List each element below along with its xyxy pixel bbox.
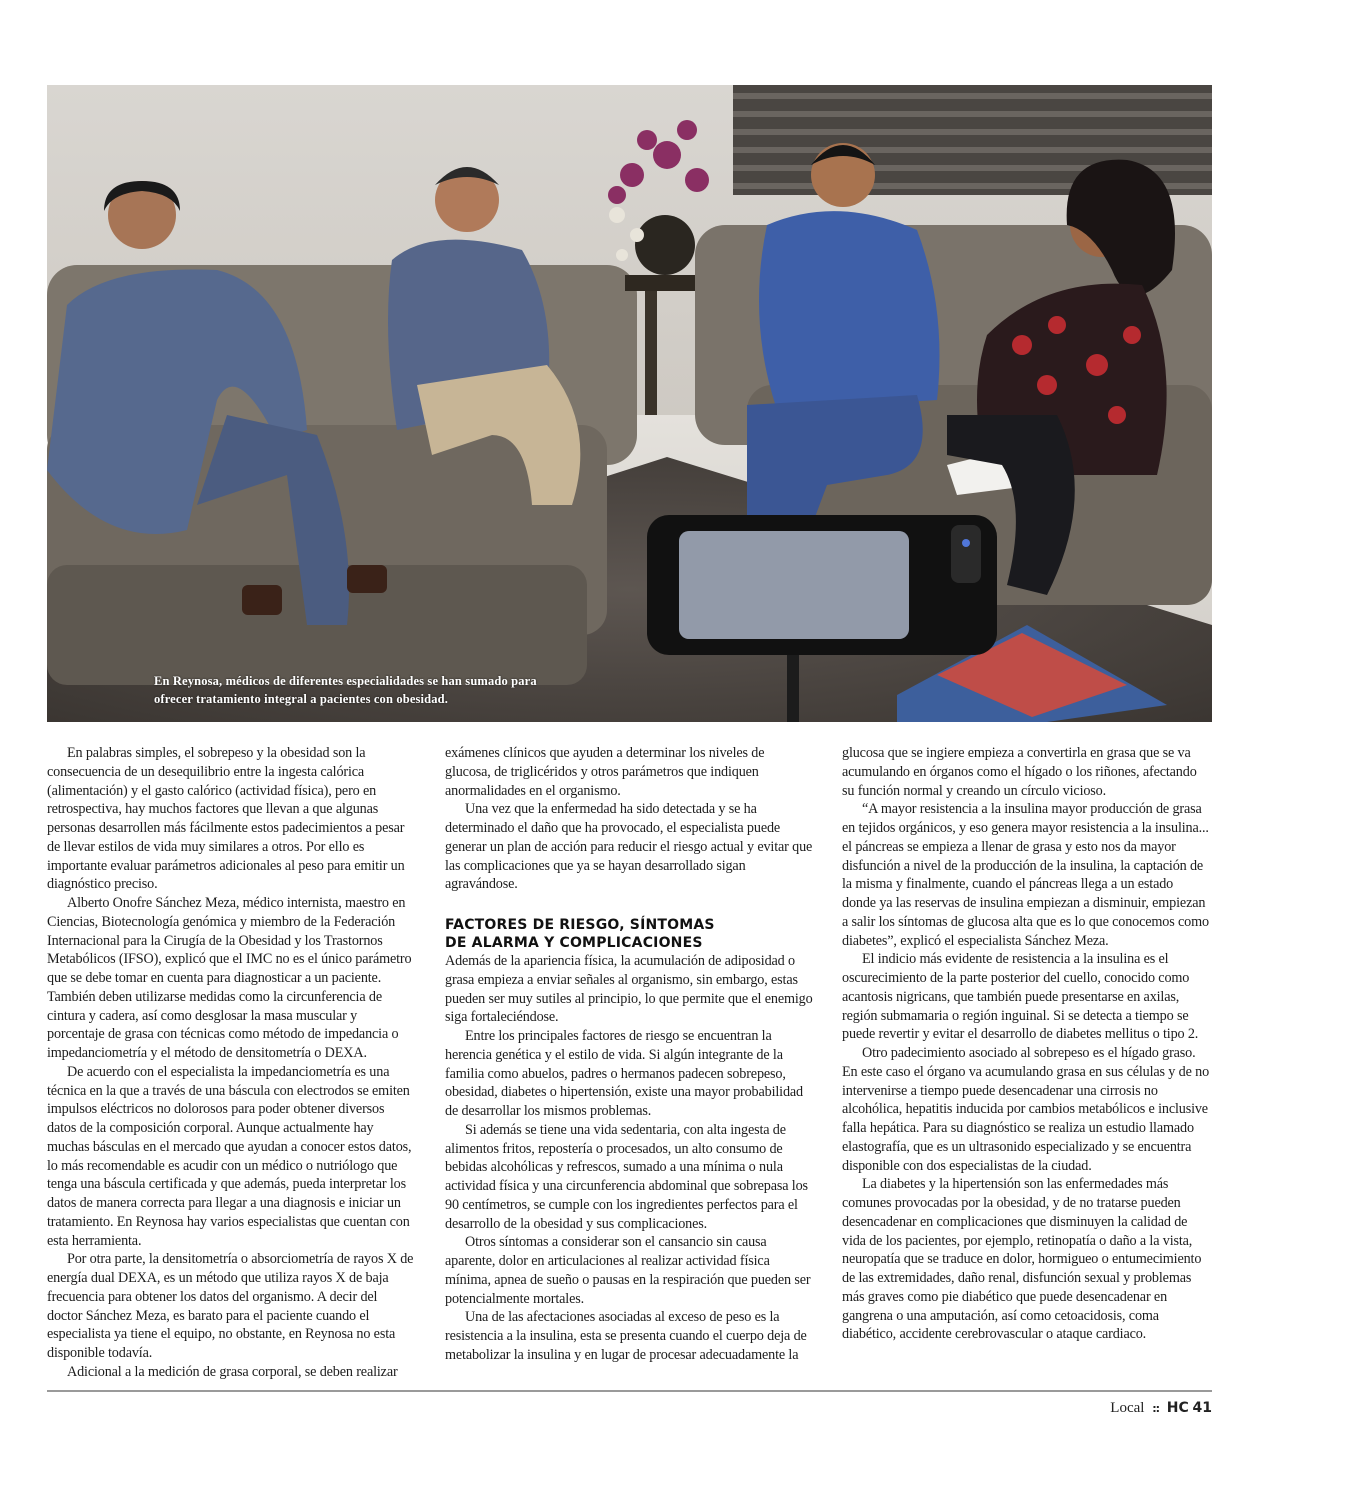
paragraph: El indicio más evidente de resistencia a la insulina es el oscurecimiento de la parte posterior del cuello, conocido como acantosis nigricans, que también puede presentarse en axilas, región submamaria o región inguinal. Si se detecta a tiempo se puede revertir y evitar el desarrollo de diabetes mellitus o tipo 2. — [842, 951, 1199, 1043]
publication-brand: HC — [1166, 1400, 1189, 1416]
paragraph: Una de las afectaciones asociadas al exceso de peso es la resistencia a la insulina, esta se presenta cuando el cuerpo deja de metabolizar la insulina y en lugar de procesar adecuadamente la — [445, 1309, 807, 1363]
paragraph: Alberto Onofre Sánchez Meza, médico internista, maestro en Ciencias, Biotecnología genómica y miembro de la Federación Internacional para la Cirugía de la Obesidad y los Trastornos Metabólicos (IFSO), explicó que el IMC no es el único parámetro que se debe tomar en cuenta para diagnosticar a un paciente. También deben utilizarse medidas como la circunferencia de cintura y cadera, así como desglosar la masa muscular y porcentaje de grasa con técnicas como método de impedancia o impedanciometría y el método de densitometría o DEXA. — [47, 895, 412, 1061]
section-subheading — [445, 916, 813, 952]
photo-caption: En Reynosa, médicos de diferentes especialidades se han sumado para ofrecer tratamiento integral a pacientes con obesidad. — [154, 674, 537, 706]
paragraph: Entre los principales factores de riesgo se encuentran la herencia genética y el estilo de vida. Si algún integrante de la familia como abuelos, padres o hermanos padecen sobrepeso, obesidad, diabetes o hipertensión, existe una mayor probabilidad de desarrollar los mismos problemas. — [445, 1028, 803, 1119]
article-photo — [47, 85, 1212, 722]
article-column-3 — [842, 744, 1210, 1344]
paragraph: exámenes clínicos que ayuden a determinar los niveles de glucosa, de triglicéridos y otros parámetros que indiquen anormalidades en el organismo. — [445, 745, 765, 799]
paragraph: Otro padecimiento asociado al sobrepeso es el hígado graso. En este caso el órgano va acumulando grasa en sus células y de no intervenirse a tiempo puede desencadenar una cirrosis no alcohólica, hepatitis inducida por cambios metabólicos e inclusive falla hepática. Para su diagnóstico se realiza un estudio llamado elastografía, que es un ultrasonido especializado y se encuentra disponible con dos especialistas de la ciudad. — [842, 1045, 1210, 1174]
subheading-line-2: DE ALARMA Y COMPLICACIONES — [445, 935, 703, 951]
paragraph: En palabras simples, el sobrepeso y la obesidad son la consecuencia de un desequilibrio entre la ingesta calórica (alimentación) y el gasto calórico (actividad física), pero en retrospectiva, hay muchos factores que llevan a que algunas personas desarrollen más fácilmente estos padecimientos a pesar de llevar estilos de vida muy similares a otros. Por ello es importante evaluar parámetros adicionales al peso para emitir un diagnóstico preciso. — [47, 745, 405, 893]
article-column-1 — [47, 744, 415, 1382]
paragraph: Además de la apariencia física, la acumulación de adiposidad o grasa empieza a enviar señales al organismo, sin embargo, estas pueden ser muy sutiles al principio, lo que permite que el enemigo siga fortaleciéndose. — [445, 953, 813, 1026]
article-column-2 — [445, 744, 813, 1365]
subheading-line-1: FACTORES DE RIESGO, SÍNTOMAS — [445, 917, 715, 933]
footer-separator: :: — [1152, 1402, 1160, 1415]
page-footer — [1110, 1400, 1212, 1417]
paragraph: De acuerdo con el especialista la impedanciometría es una técnica en la que a través de una báscula con electrodos se emiten impulsos eléctricos no dolorosos para poder obtener diversos datos de la composición corporal. Aunque actualmente hay muchas básculas en el mercado que ayudan a conocer estos datos, lo más recomendable es acudir con un médico o nutriólogo que tenga una báscula certificada y que además, pueda interpretar los datos de manera correcta para llegar a una diagnosis e iniciar un tratamiento. En Reynosa hay varios especialistas que cuentan con esta herramienta. — [47, 1063, 412, 1249]
page-number: 41 — [1192, 1400, 1212, 1416]
paragraph: glucosa que se ingiere empieza a convertirla en grasa que se va acumulando en órganos como el hígado o los riñones, afectando su función normal y creando un círculo vicioso. — [842, 745, 1197, 799]
paragraph: Adicional a la medición de grasa corporal, se deben realizar — [67, 1363, 398, 1380]
section-name: Local — [1110, 1400, 1145, 1416]
paragraph: Una vez que la enfermedad ha sido detectada y se ha determinado el daño que ha provocado, el especialista puede generar un plan de acción para reducir el riesgo actual y evitar que las complicaciones que ya se hayan desarrollado sigan agravándose. — [445, 801, 813, 893]
paragraph: La diabetes y la hipertensión son las enfermedades más comunes provocadas por la obesidad, y de no tratarse pueden desencadenar en complicaciones que disminuyen la calidad de vida de los pacientes, por ejemplo, retinopatía o daño a la vista, neuropatía que se traduce en dolor, hormigueo o entumecimiento de las extremidades, daño renal, disfunción sexual y problemas más graves como pie diabético que puede desencadenar en gangrena o una amputación, así como cetoacidosis, coma diabético, accidente cerebrovascular o ataque cardiaco. — [842, 1176, 1202, 1343]
footer-rule — [47, 1390, 1212, 1392]
paragraph: “A mayor resistencia a la insulina mayor producción de grasa en tejidos orgánicos, y eso genera mayor resistencia a la insulina... el páncreas se empieza a llenar de grasa y esto nos da mayor disfunción a nivel de la producción de la insulina, la captación de la misma y finalmente, cuando el páncreas llega a un estado donde ya las reservas de insulina empiezan a disminuir, empiezan a salir los síntomas de glucosa alta que es lo que conocemos como diabetes”, explicó el especialista Sánchez Meza. — [842, 801, 1209, 949]
interview-scene-illustration — [47, 85, 1212, 722]
paragraph: Otros síntomas a considerar son el cansancio sin causa aparente, dolor en articulaciones al realizar actividad física mínima, apnea de sueño o pausas en la respiración que pueden ser potencialmente mortales. — [445, 1234, 811, 1307]
paragraph: Si además se tiene una vida sedentaria, con alta ingesta de alimentos fritos, repostería o procesados, un alto consumo de bebidas alcohólicas y refrescos, sumado a una mínima o nula actividad física y una circunferencia abdominal que sobrepasa los 90 centímetros, se cumple con los ingredientes perfectos para el desarrollo de la obesidad y sus complicaciones. — [445, 1121, 808, 1232]
paragraph: Por otra parte, la densitometría o absorciometría de rayos X de energía dual DEXA, es un método que utiliza rayos X de baja frecuencia para obtener los datos del organismo. A decir del doctor Sánchez Meza, es barato para el paciente cuando el especialista ya tiene el equipo, no obstante, en Reynosa no esta disponible todavía. — [47, 1251, 414, 1361]
